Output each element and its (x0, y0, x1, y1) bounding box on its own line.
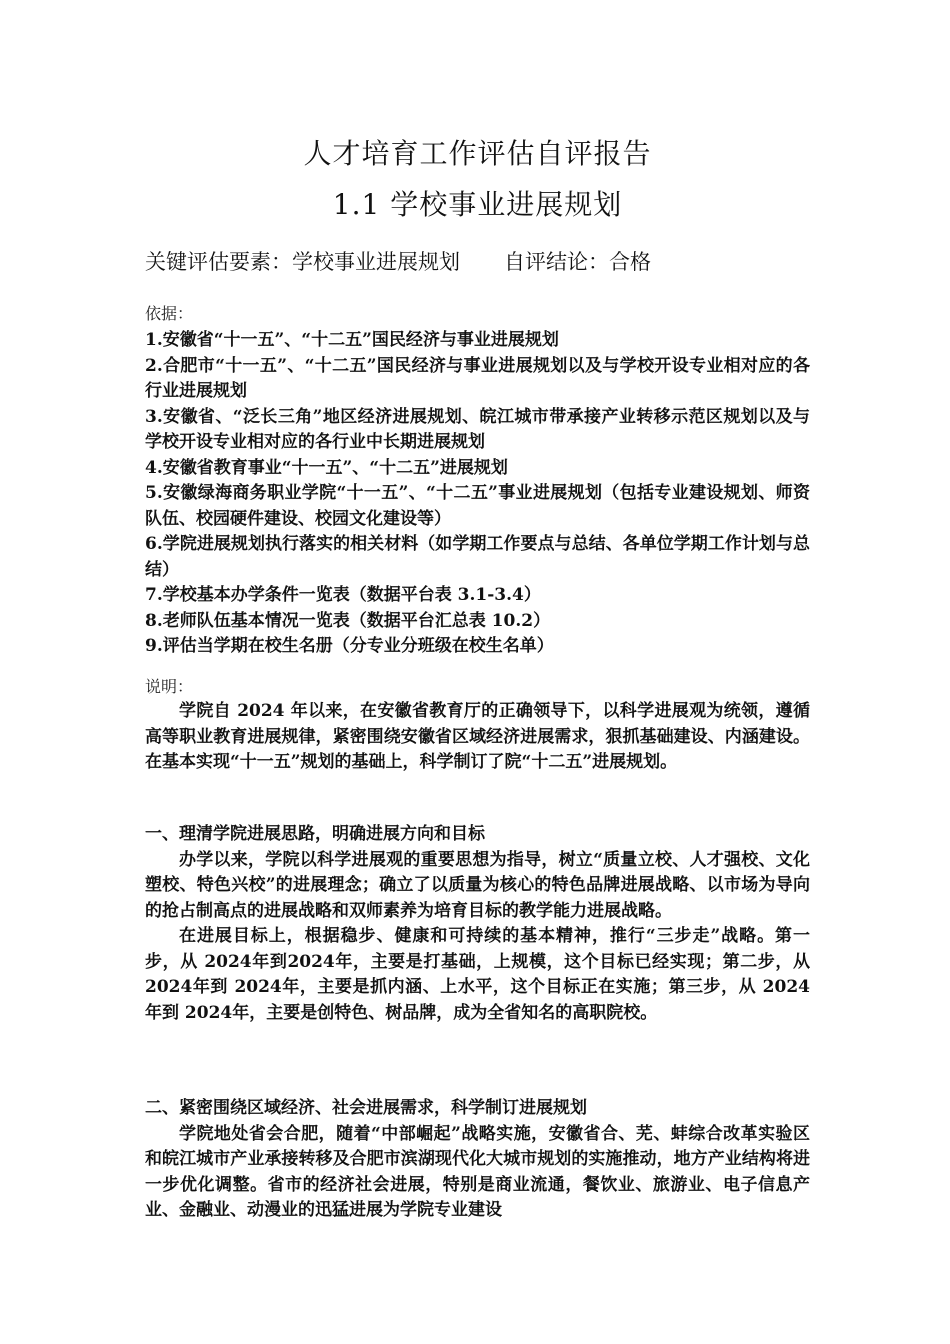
basis-item: 8.老师队伍基本情况一览表（数据平台汇总表 10.2） (145, 610, 551, 631)
basis-label: 依据： (145, 304, 194, 323)
basis-item: 7.学校基本办学条件一览表（数据平台表 3.1-3.4） (145, 585, 541, 605)
basis-item: 3.安徽省、“泛长三角”地区经济进展规划、皖江城市带承接产业转移示范区规划以及与学校开设专业相对应的各行业中长期进展规划 (145, 406, 810, 452)
basis-item: 1.安徽省“十一五”、“十二五”国民经济与事业进展规划 (145, 330, 559, 350)
section-paragraph: 办学以来，学院以科学进展观的重要思想为指导，树立“质量立校、人才强校、文化塑校、特色兴校”的进展理念；确立了以质量为核心的特色品牌进展战略、以市场为导向的抢占制高点的进展战略和双师素养为培育目标的教学能力进展战略。 (145, 849, 810, 921)
document-subtitle: 1.1 学校事业进展规划 (332, 188, 623, 221)
notes-label: 说明： (145, 677, 194, 696)
section-2 (145, 1096, 810, 1224)
basis-list (145, 328, 810, 660)
self-evaluation-conclusion: 自评结论：合格 (504, 250, 651, 274)
basis-section (145, 301, 810, 660)
evaluation-meta (145, 246, 651, 276)
basis-item: 9.评估当学期在校生名册（分专业分班级在校生名单） (145, 636, 554, 656)
section-paragraph: 学院地处省会合肥，随着“中部崛起”战略实施，安徽省合、芜、蚌综合改革实验区和皖江城市产业承接转移及合肥市滨湖现代化大城市规划的实施推动，地方产业结构将进一步优化调整。省市的经济社会进展，特别是商业流通，餐饮业、旅游业、电子信息产业、金融业、动漫业的迅猛进展为学院专业建设 (145, 1123, 810, 1220)
basis-item: 2.合肥市“十一五”、“十二五”国民经济与事业进展规划以及与学校开设专业相对应的各行业进展规划 (145, 355, 810, 401)
basis-item: 4.安徽省教育事业“十一五”、“十二五”进展规划 (145, 457, 508, 478)
basis-item: 6.学院进展规划执行落实的相关材料（如学期工作要点与总结、各单位学期工作计划与总结） (145, 534, 810, 580)
section-heading: 二、紧密围绕区域经济、社会进展需求，科学制订进展规划 (145, 1098, 587, 1118)
section-heading: 一、理清学院进展思路，明确进展方向和目标 (145, 824, 485, 844)
section-1 (145, 822, 810, 1026)
document-title: 人才培育工作评估自评报告 (303, 137, 652, 170)
basis-item: 5.安徽绿海商务职业学院“十一五”、“十二五”事业进展规划（包括专业建设规划、师资队伍、校园硬件建设、校园文化建设等） (145, 483, 810, 529)
notes-section (145, 674, 810, 776)
section-paragraph: 在进展目标上，根据稳步、健康和可持续的基本精神，推行“三步走”战略。第一步，从 2024年到2024年，主要是打基础，上规模，这个目标已经实现；第二步，从 2024年到 2024年，主要是抓内涵、上水平，这个目标正在实施；第三步，从 2024 年到 2024年，主要是创特色、树品牌，成为全省知名的高职院校。 (145, 926, 810, 1023)
key-element: 关键评估要素：学校事业进展规划 (145, 250, 460, 274)
notes-intro-paragraph: 学院自 2024 年以来，在安徽省教育厅的正确领导下，以科学进展观为统领，遵循高等职业教育进展规律，紧密围绕安徽省区域经济进展需求，狠抓基础建设、内涵建设。在基本实现“十一五”规划的基础上，科学制订了院“十二五”进展规划。 (145, 701, 810, 772)
